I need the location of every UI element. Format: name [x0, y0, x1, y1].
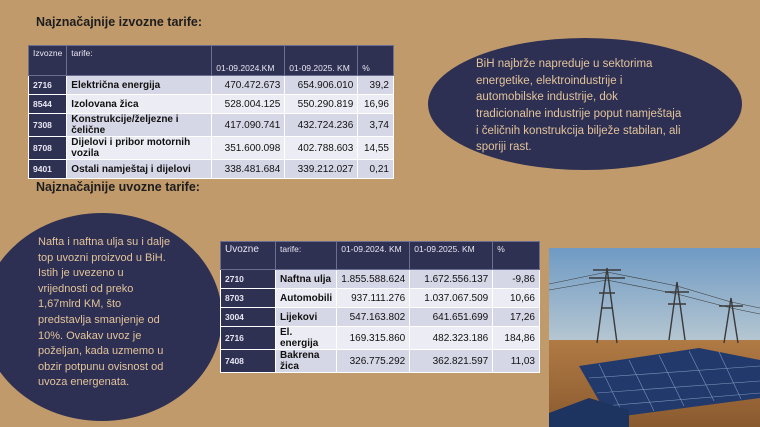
tariff-code: 3004 [221, 308, 276, 327]
note-line: Nafta i naftna ulja su i dalje [38, 236, 171, 248]
percent-change: 0,21 [358, 160, 394, 179]
percent-change: 17,26 [493, 308, 540, 327]
value-2024: 1.855.588.624 [337, 270, 410, 289]
percent-change: 3,74 [358, 114, 394, 137]
export-title: Najznačajnije izvozne tarife: [36, 15, 203, 29]
table-row [221, 350, 540, 373]
value-2024: 937.111.276 [337, 289, 410, 308]
value-2024: 470.472.673 [212, 76, 285, 95]
col-name: tarife: [67, 46, 212, 76]
note-line: 10%. Ovakav uvoz je [38, 329, 142, 342]
col-pct: % [493, 242, 540, 270]
tariff-name: Izolovana žica [67, 95, 212, 114]
note-line: uvoza energenata. [38, 376, 130, 389]
value-2025: 1.672.556.137 [410, 270, 493, 289]
col-2025: 01-09.2025. KM [285, 46, 358, 76]
percent-change: 184,86 [493, 327, 540, 350]
percent-change: 16,96 [358, 95, 394, 114]
col-2024: 01-09.2024.KM [212, 46, 285, 76]
note-line: i čeličnih konstrukcija bilježe stabilan, ali [476, 124, 681, 137]
value-2024: 326.775.292 [337, 350, 410, 373]
tariff-code: 2716 [221, 327, 276, 350]
tariff-code: 9401 [29, 160, 67, 179]
value-2025: 402.788.603 [285, 137, 358, 160]
col-2025: 01-09.2025. KM [410, 242, 493, 270]
table-row [221, 270, 540, 289]
export-note [428, 38, 742, 170]
note-line: 1,67mlrd KM, što [38, 298, 122, 311]
import-title: Najznačajnije uvozne tarife: [36, 180, 200, 194]
col-pct: % [358, 46, 394, 76]
value-2025: 362.821.597 [410, 350, 493, 373]
tariff-name: Dijelovi i pribor motornih vozila [67, 137, 212, 160]
note-line: vrijednosti od preko [38, 282, 134, 295]
tariff-code: 8703 [221, 289, 276, 308]
value-2025: 432.724.236 [285, 114, 358, 137]
value-2025: 654.906.010 [285, 76, 358, 95]
table-row [29, 114, 394, 137]
percent-change: -9,86 [493, 270, 540, 289]
tariff-name: Konstrukcije/željezne i čelične [67, 114, 212, 137]
note-line: predstavlja smanjenje od [38, 314, 160, 327]
tariff-code: 8544 [29, 95, 67, 114]
value-2025: 641.651.699 [410, 308, 493, 327]
note-line: BiH najbrže napreduje u sektorima [476, 58, 653, 70]
table-row [29, 137, 394, 160]
note-line: top uvozni proizvod u BiH. [38, 251, 166, 264]
col-code: Izvozne [29, 46, 67, 76]
value-2024: 351.600.098 [212, 137, 285, 160]
note-line: automobilske industrije, dok [476, 91, 618, 104]
import-note [0, 213, 222, 421]
tariff-name: Automobili [276, 289, 337, 308]
tariff-code: 7308 [29, 114, 67, 137]
value-2024: 528.004.125 [212, 95, 285, 114]
note-line: Istih je uvezeno u [38, 267, 124, 280]
tariff-name: Bakrena žica [276, 350, 337, 373]
table-row [29, 95, 394, 114]
tariff-code: 2710 [221, 270, 276, 289]
import-table [220, 241, 540, 373]
tariff-name: Lijekovi [276, 308, 337, 327]
value-2024: 417.090.741 [212, 114, 285, 137]
export-table [28, 45, 394, 179]
percent-change: 10,66 [493, 289, 540, 308]
value-2024: 338.481.684 [212, 160, 285, 179]
percent-change: 39,2 [358, 76, 394, 95]
percent-change: 14,55 [358, 137, 394, 160]
value-2025: 550.290.819 [285, 95, 358, 114]
tariff-name: Naftna ulja [276, 270, 337, 289]
tariff-code: 2716 [29, 76, 67, 95]
tariff-name: Ostali namještaj i dijelovi [67, 160, 212, 179]
col-2024: 01-09.2024. KM [337, 242, 410, 270]
value-2024: 169.315.860 [337, 327, 410, 350]
value-2025: 339.212.027 [285, 160, 358, 179]
tariff-name: Električna energija [67, 76, 212, 95]
col-name: tarife: [276, 242, 337, 270]
note-line: sporiji rast. [476, 141, 532, 154]
table-row [221, 308, 540, 327]
table-row [29, 160, 394, 179]
table-row [221, 327, 540, 350]
table-row [29, 76, 394, 95]
value-2024: 547.163.802 [337, 308, 410, 327]
note-line: obzir potpunu ovisnost od [38, 360, 164, 373]
tariff-code: 7408 [221, 350, 276, 373]
tariff-name: El. energija [276, 327, 337, 350]
tariff-code: 8708 [29, 137, 67, 160]
note-line: energetike, elektroindustrije i [476, 74, 623, 87]
value-2025: 1.037.067.509 [410, 289, 493, 308]
percent-change: 11,03 [493, 350, 540, 373]
value-2025: 482.323.186 [410, 327, 493, 350]
note-line: tradicionalne industrije poput namještaja [476, 108, 682, 121]
col-code: Uvozne [221, 242, 276, 270]
note-line: poželjan, kada uzmemo u [38, 345, 164, 358]
solar-pylons-photo [549, 248, 760, 427]
table-row [221, 289, 540, 308]
